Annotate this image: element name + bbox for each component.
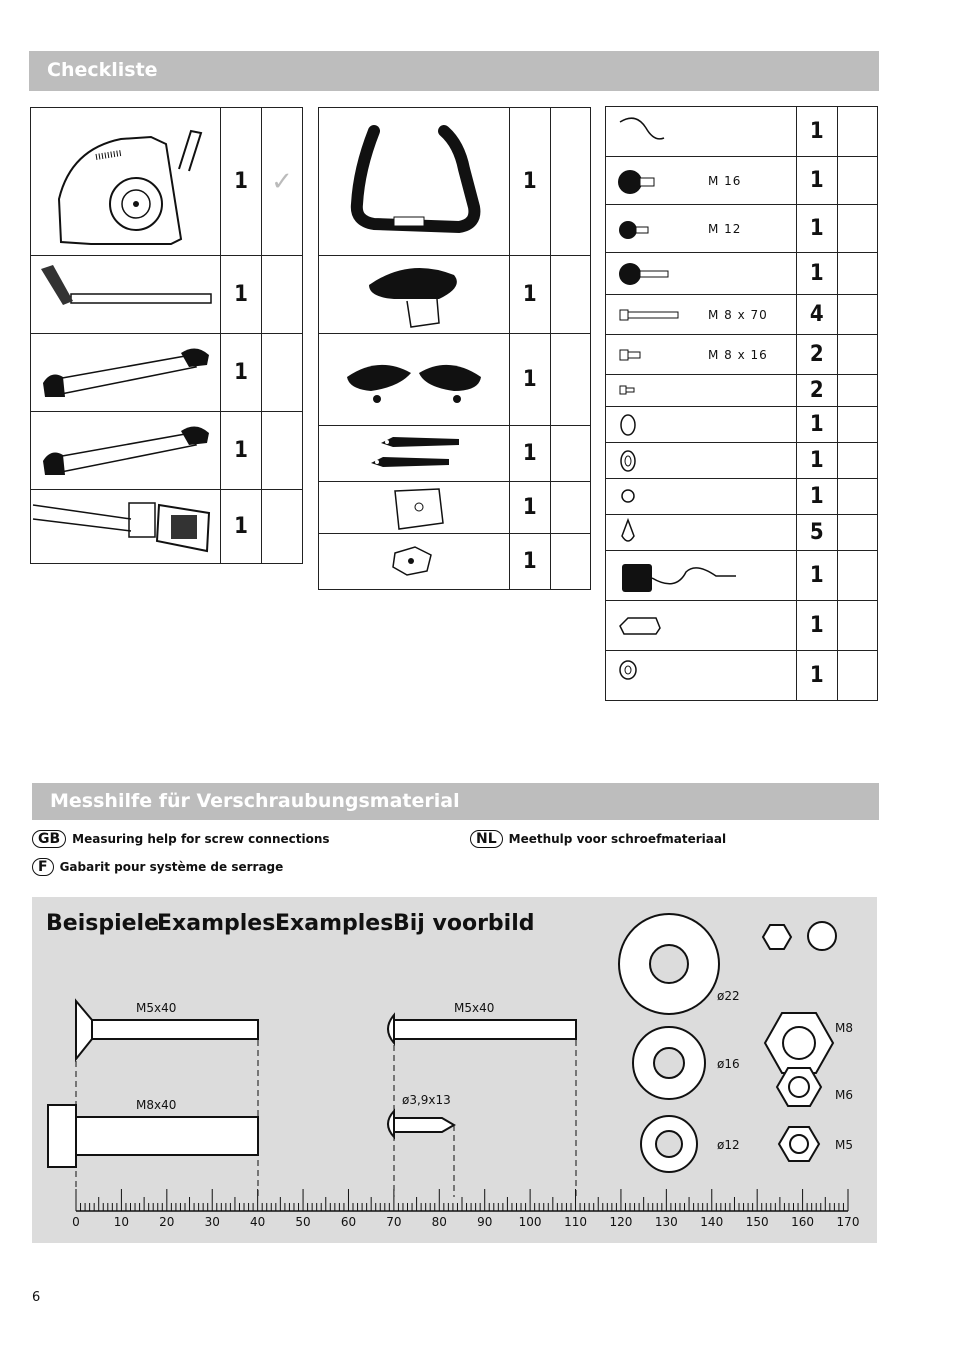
qty-2-2: 1 — [510, 256, 551, 334]
qty-2-1: 1 — [510, 108, 551, 256]
knob-m16-icon — [606, 158, 706, 204]
console-mast-icon — [31, 491, 220, 563]
part-clip — [319, 534, 510, 590]
check-2-3[interactable] — [550, 334, 590, 426]
part-front-stabilizer — [31, 334, 221, 412]
part-cap-nut — [606, 479, 797, 515]
part-bracket — [319, 482, 510, 534]
part-pedal-straps — [319, 426, 510, 482]
qty-1-4: 1 — [221, 412, 262, 490]
part-clamp — [606, 515, 797, 551]
ruler-label: 150 — [745, 1215, 769, 1229]
check-3-7[interactable] — [837, 375, 877, 407]
label-s2: M5x40 — [454, 1001, 495, 1015]
ruler-label: 120 — [609, 1215, 633, 1229]
part-handlebar — [319, 108, 510, 256]
label-n2: M6 — [835, 1088, 853, 1102]
lang-f-text: Gabarit pour système de serrage — [59, 860, 284, 874]
part-console-mast — [31, 490, 221, 564]
check-3-13[interactable] — [837, 601, 877, 651]
check-1-3[interactable] — [262, 334, 303, 412]
measurement-drawing — [32, 897, 877, 1243]
qty-3-5: 4 — [797, 295, 838, 335]
end-cap-icon — [606, 602, 706, 650]
qty-3-6: 2 — [797, 335, 838, 375]
lang-nl-badge: NL — [470, 830, 503, 848]
check-3-8[interactable] — [837, 407, 877, 443]
ruler-label: 130 — [654, 1215, 678, 1229]
ruler-label: 170 — [836, 1215, 860, 1229]
qty-3-12: 1 — [797, 551, 838, 601]
label-w1: ø22 — [717, 989, 740, 1003]
measure-header: Messhilfe für Verschraubungsmaterial — [32, 783, 879, 820]
checklist-table-1 — [30, 107, 303, 564]
ruler-label: 0 — [72, 1215, 80, 1229]
part-knob-m12: M 12 — [606, 205, 797, 253]
check-1-4[interactable] — [262, 412, 303, 490]
lang-nl-text: Meethulp voor schroefmateriaal — [508, 832, 727, 846]
part-end-cap — [606, 601, 797, 651]
ruler-label: 40 — [250, 1215, 266, 1229]
part-seat-post — [31, 256, 221, 334]
bolt-m8x70-icon — [606, 296, 706, 334]
check-2-5[interactable] — [550, 482, 590, 534]
screw-self-tapping — [388, 1111, 454, 1137]
checklist-table-3 — [605, 106, 878, 701]
examples-de: Beispiele — [46, 911, 159, 936]
qty-2-4: 1 — [510, 426, 551, 482]
ruler-label: 10 — [113, 1215, 130, 1229]
qty-3-4: 1 — [797, 253, 838, 295]
check-1-1[interactable]: ✓ — [262, 108, 303, 256]
part-washer — [606, 443, 797, 479]
cable-icon — [606, 108, 796, 156]
check-1-2[interactable] — [262, 256, 303, 334]
label-n3: M5 — [835, 1138, 853, 1152]
qty-2-6: 1 — [510, 534, 551, 590]
check-2-6[interactable] — [550, 534, 590, 590]
part-cable — [606, 107, 797, 157]
qty-3-11: 5 — [797, 515, 838, 551]
part-small-screw — [606, 375, 797, 407]
bolt-hex — [48, 1105, 258, 1167]
ruler-label: 20 — [159, 1215, 175, 1229]
qty-3-9: 1 — [797, 443, 838, 479]
qty-3-7: 2 — [797, 375, 838, 407]
checklist-header: Checkliste — [29, 51, 879, 91]
check-1-5[interactable] — [262, 490, 303, 564]
part-pedals — [319, 334, 510, 426]
qty-3-13: 1 — [797, 601, 838, 651]
power-adapter-icon — [606, 552, 796, 600]
check-2-1[interactable] — [550, 108, 590, 256]
ruler-label: 110 — [564, 1215, 587, 1229]
knob-m12-icon — [606, 206, 706, 252]
check-3-10[interactable] — [837, 479, 877, 515]
part-adjust-knob — [606, 253, 797, 295]
ruler-label: 100 — [518, 1215, 542, 1229]
washer-icon — [606, 444, 706, 478]
lang-gb-badge: GB — [32, 830, 66, 848]
ruler-label: 80 — [431, 1215, 447, 1229]
adjust-knob-icon — [606, 254, 706, 294]
label-s3: M8x40 — [136, 1098, 177, 1112]
ruler-label: 60 — [340, 1215, 357, 1229]
ruler-label: 160 — [791, 1215, 815, 1229]
qty-2-3: 1 — [510, 334, 551, 426]
part-bolt-m8x70: M 8 x 70 — [606, 295, 797, 335]
part-bolt-m8x16: M 8 x 16 — [606, 335, 797, 375]
lang-gb — [32, 830, 330, 848]
part-knob-m16: M 16 — [606, 157, 797, 205]
qty-3-8: 1 — [797, 407, 838, 443]
checklist-table-2 — [318, 107, 591, 590]
seat-post-icon — [31, 257, 220, 333]
bushing-icon — [606, 652, 706, 700]
washers — [619, 914, 719, 1172]
stabilizer-rear-icon — [31, 413, 220, 489]
check-3-14[interactable] — [837, 651, 877, 701]
lock-washer-icon — [606, 408, 706, 442]
check-3-2[interactable] — [837, 157, 877, 205]
examples-nl: Bij voorbild — [393, 911, 535, 936]
handlebar-icon — [319, 109, 509, 255]
qty-1-5: 1 — [221, 490, 262, 564]
pedal-straps-icon — [319, 427, 509, 481]
check-2-2[interactable] — [550, 256, 590, 334]
page-number: 6 — [32, 1290, 41, 1305]
qty-3-10: 1 — [797, 479, 838, 515]
check-3-11[interactable] — [837, 515, 877, 551]
check-3-6[interactable] — [837, 335, 877, 375]
part-lock-washer — [606, 407, 797, 443]
qty-3-2: 1 — [797, 157, 838, 205]
label-w3: ø12 — [717, 1138, 740, 1152]
ruler-label: 30 — [204, 1215, 220, 1229]
screw-pan-head — [388, 1015, 576, 1043]
check-2-4[interactable] — [550, 426, 590, 482]
label-w2: ø16 — [717, 1057, 740, 1071]
qty-3-1: 1 — [797, 107, 838, 157]
clamp-icon — [606, 516, 706, 550]
main-frame-icon — [31, 109, 220, 255]
check-3-4[interactable] — [837, 253, 877, 295]
stabilizer-front-icon — [31, 335, 220, 411]
examples-fr: Examples — [275, 911, 394, 936]
examples-gb: Examples — [157, 911, 276, 936]
lang-f — [32, 858, 283, 876]
label-s4: ø3,9x13 — [402, 1093, 451, 1107]
check-3-3[interactable] — [837, 205, 877, 253]
check-3-1[interactable] — [837, 107, 877, 157]
cap-nut-icon — [606, 480, 706, 514]
part-main-frame — [31, 108, 221, 256]
qty-2-5: 1 — [510, 482, 551, 534]
measurement-panel — [32, 897, 877, 1243]
qty-1-1: 1 — [221, 108, 262, 256]
lang-f-badge: F — [32, 858, 54, 876]
ruler-label: 90 — [477, 1215, 493, 1229]
check-3-12[interactable] — [837, 551, 877, 601]
label-n1: M8 — [835, 1021, 853, 1035]
qty-1-3: 1 — [221, 334, 262, 412]
check-3-9[interactable] — [837, 443, 877, 479]
qty-3-14: 1 — [797, 651, 838, 701]
bracket-icon — [319, 483, 509, 533]
lang-nl — [470, 830, 726, 848]
part-bushing — [606, 651, 797, 701]
clip-icon — [319, 535, 509, 589]
small-screw-icon — [606, 376, 706, 406]
ruler-label: 140 — [700, 1215, 724, 1229]
check-3-5[interactable] — [837, 295, 877, 335]
lang-gb-text: Measuring help for screw connections — [72, 832, 330, 846]
ruler-label: 70 — [386, 1215, 402, 1229]
ruler-label: 50 — [295, 1215, 311, 1229]
ruler — [76, 1189, 848, 1211]
bolt-m8x16-icon — [606, 336, 706, 374]
pedals-icon — [319, 335, 509, 425]
nuts — [763, 922, 836, 1161]
label-s1: M5x40 — [136, 1001, 177, 1015]
qty-3-3: 1 — [797, 205, 838, 253]
part-saddle — [319, 256, 510, 334]
qty-1-2: 1 — [221, 256, 262, 334]
part-power-adapter — [606, 551, 797, 601]
saddle-icon — [319, 257, 509, 333]
part-rear-stabilizer — [31, 412, 221, 490]
